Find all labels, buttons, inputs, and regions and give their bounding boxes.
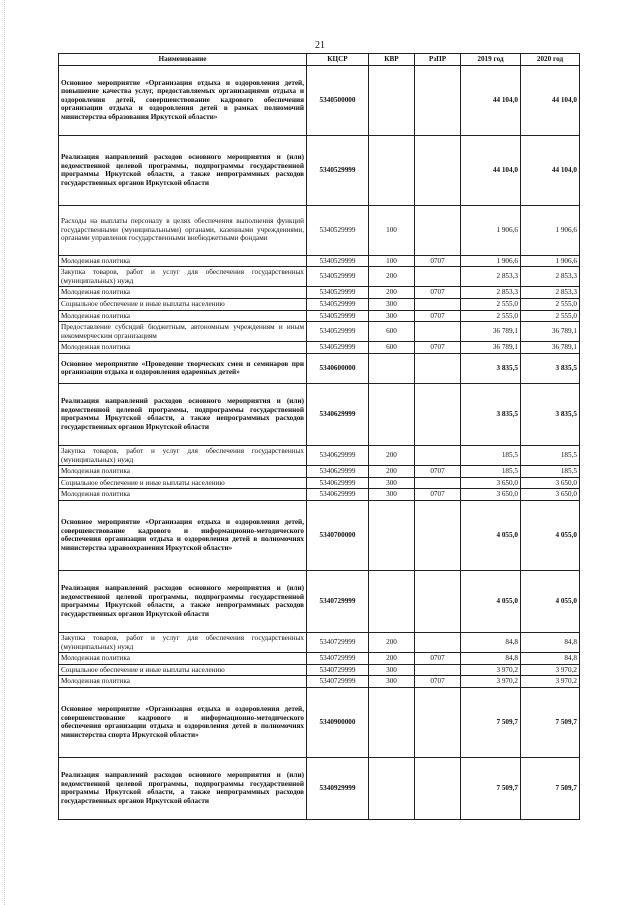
cell-rzpr: 0707 — [415, 489, 461, 501]
cell-2020: 185,5 — [521, 466, 580, 478]
page-number: 21 — [315, 40, 325, 51]
cell-name: Социальное обеспечение и иные выплаты населению — [59, 664, 307, 676]
cell-kcsr: 5340529999 — [307, 205, 369, 255]
cell-rzpr — [415, 757, 461, 819]
cell-kvr: 300 — [369, 489, 415, 501]
cell-name: Реализация направлений расходов основного мероприятия и (или) ведомственной целевой программы, подпрограммы государственной программы Иркутской области, а также непрограммных расходов государственных органов Иркутской области — [59, 135, 307, 205]
cell-kvr: 200 — [369, 653, 415, 665]
cell-2019: 44 104,0 — [461, 65, 521, 135]
cell-2019: 2 555,0 — [461, 298, 521, 310]
cell-kcsr: 5340529999 — [307, 322, 369, 342]
cell-2019: 3 650,0 — [461, 489, 521, 501]
cell-2019: 1 906,6 — [461, 205, 521, 255]
table-row — [59, 267, 580, 287]
table-header-row — [59, 54, 580, 66]
cell-kcsr: 5340529999 — [307, 287, 369, 299]
cell-kcsr: 5340629999 — [307, 445, 369, 465]
cell-2020: 44 104,0 — [521, 135, 580, 205]
cell-rzpr — [415, 267, 461, 287]
cell-2020: 7 509,7 — [521, 687, 580, 757]
table-row — [59, 757, 580, 819]
cell-2020: 1 906,6 — [521, 205, 580, 255]
cell-2020: 84,8 — [521, 632, 580, 652]
cell-rzpr — [415, 500, 461, 570]
table-row — [59, 445, 580, 465]
cell-kvr — [369, 65, 415, 135]
cell-kcsr: 5340900000 — [307, 687, 369, 757]
cell-kcsr: 5340529999 — [307, 267, 369, 287]
cell-2019: 3 650,0 — [461, 477, 521, 489]
table-row — [59, 298, 580, 310]
cell-name: Социальное обеспечение и иные выплаты населению — [59, 298, 307, 310]
cell-kvr: 300 — [369, 310, 415, 322]
cell-rzpr — [415, 383, 461, 445]
cell-2019: 7 509,7 — [461, 687, 521, 757]
cell-2020: 3 650,0 — [521, 477, 580, 489]
table-row — [59, 477, 580, 489]
cell-kvr — [369, 570, 415, 632]
cell-2019: 2 853,3 — [461, 267, 521, 287]
cell-2019: 2 853,3 — [461, 287, 521, 299]
cell-kcsr: 5340729999 — [307, 664, 369, 676]
cell-kvr: 200 — [369, 445, 415, 465]
cell-kvr: 300 — [369, 676, 415, 688]
cell-kvr: 200 — [369, 466, 415, 478]
cell-kvr: 100 — [369, 205, 415, 255]
column-header-rzpr: РзПР — [415, 54, 461, 66]
cell-kcsr: 5340729999 — [307, 632, 369, 652]
column-header-2019: 2019 год — [461, 54, 521, 66]
table-row — [59, 466, 580, 478]
cell-kcsr: 5340729999 — [307, 676, 369, 688]
cell-name: Молодежная политика — [59, 255, 307, 267]
cell-name: Реализация направлений расходов основного мероприятия и (или) ведомственной целевой программы, подпрограммы государственной программы Иркутской области, а также непрограммных расходов государственных органов Иркутской области — [59, 757, 307, 819]
cell-rzpr: 0707 — [415, 287, 461, 299]
column-header-name: Наименование — [59, 54, 307, 66]
cell-2019: 3 835,5 — [461, 353, 521, 383]
column-header-kvr: КВР — [369, 54, 415, 66]
cell-kvr — [369, 757, 415, 819]
cell-rzpr: 0707 — [415, 255, 461, 267]
table-row — [59, 255, 580, 267]
cell-name: Реализация направлений расходов основного мероприятия и (или) ведомственной целевой программы, подпрограммы государственной программы Иркутской области, а также непрограммных расходов государственных органов Иркутской области — [59, 383, 307, 445]
cell-rzpr — [415, 632, 461, 652]
cell-kvr — [369, 383, 415, 445]
column-header-kcsr: КЦСР — [307, 54, 369, 66]
cell-kcsr: 5340629999 — [307, 489, 369, 501]
table-row — [59, 310, 580, 322]
cell-kcsr: 5340529999 — [307, 135, 369, 205]
cell-rzpr — [415, 570, 461, 632]
cell-kcsr: 5340700000 — [307, 500, 369, 570]
table-row — [59, 342, 580, 354]
cell-kvr: 300 — [369, 477, 415, 489]
cell-2020: 4 055,0 — [521, 500, 580, 570]
cell-kcsr: 5340729999 — [307, 570, 369, 632]
cell-kcsr: 5340729999 — [307, 653, 369, 665]
table-body — [59, 65, 580, 819]
cell-name: Социальное обеспечение и иные выплаты населению — [59, 477, 307, 489]
cell-2020: 2 555,0 — [521, 298, 580, 310]
cell-kcsr: 5340600000 — [307, 353, 369, 383]
cell-2020: 4 055,0 — [521, 570, 580, 632]
table-row — [59, 287, 580, 299]
cell-rzpr — [415, 664, 461, 676]
cell-2020: 36 789,1 — [521, 322, 580, 342]
cell-kvr — [369, 687, 415, 757]
cell-kvr: 300 — [369, 298, 415, 310]
cell-rzpr — [415, 322, 461, 342]
cell-kcsr: 5340529999 — [307, 298, 369, 310]
cell-rzpr: 0707 — [415, 342, 461, 354]
cell-2019: 7 509,7 — [461, 757, 521, 819]
cell-name: Молодежная политика — [59, 310, 307, 322]
table-row — [59, 65, 580, 135]
cell-kcsr: 5340629999 — [307, 383, 369, 445]
cell-rzpr — [415, 687, 461, 757]
cell-kvr — [369, 353, 415, 383]
cell-kcsr: 5340529999 — [307, 310, 369, 322]
cell-2019: 84,8 — [461, 632, 521, 652]
cell-kcsr: 5340929999 — [307, 757, 369, 819]
cell-2020: 2 853,3 — [521, 287, 580, 299]
cell-rzpr — [415, 353, 461, 383]
cell-name: Основное мероприятие «Организация отдыха и оздоровления детей, совершенствование кадрового и информационно-методического обеспечения организации отдыха и оздоровления детей в полномочиях министерства здравоохранения Иркутской области» — [59, 500, 307, 570]
cell-2020: 3 970,2 — [521, 664, 580, 676]
cell-rzpr: 0707 — [415, 653, 461, 665]
cell-name: Закупка товаров, работ и услуг для обеспечения государственных (муниципальных) нужд — [59, 267, 307, 287]
cell-name: Закупка товаров, работ и услуг для обеспечения государственных (муниципальных) нужд — [59, 445, 307, 465]
cell-name: Реализация направлений расходов основного мероприятия и (или) ведомственной целевой программы, подпрограммы государственной программы Иркутской области, а также непрограммных расходов государственных органов Иркутской области — [59, 570, 307, 632]
cell-kcsr: 5340529999 — [307, 342, 369, 354]
table-row — [59, 687, 580, 757]
cell-name: Молодежная политика — [59, 489, 307, 501]
table-row — [59, 383, 580, 445]
cell-name: Молодежная политика — [59, 676, 307, 688]
binder-edge — [4, 0, 7, 905]
table-row — [59, 322, 580, 342]
cell-2020: 3 835,5 — [521, 353, 580, 383]
cell-2019: 36 789,1 — [461, 342, 521, 354]
cell-rzpr: 0707 — [415, 676, 461, 688]
cell-name: Предоставление субсидий бюджетным, автономным учреждениям и иным некоммерческим организациям — [59, 322, 307, 342]
cell-name: Расходы на выплаты персоналу в целях обеспечения выполнения функций государственными (муниципальными) органами, казенными учреждениями, органами управления государственными внебюджетными фондами — [59, 205, 307, 255]
table-row — [59, 135, 580, 205]
cell-name: Молодежная политика — [59, 653, 307, 665]
table-row — [59, 205, 580, 255]
cell-rzpr — [415, 135, 461, 205]
cell-kvr: 200 — [369, 632, 415, 652]
cell-rzpr — [415, 65, 461, 135]
cell-kvr: 600 — [369, 322, 415, 342]
table-row — [59, 653, 580, 665]
cell-kcsr: 5340629999 — [307, 466, 369, 478]
cell-2019: 3 835,5 — [461, 383, 521, 445]
cell-kcsr: 5340629999 — [307, 477, 369, 489]
column-header-2020: 2020 год — [521, 54, 580, 66]
table-row — [59, 664, 580, 676]
cell-2020: 2 555,0 — [521, 310, 580, 322]
table-row — [59, 676, 580, 688]
cell-rzpr — [415, 205, 461, 255]
cell-rzpr — [415, 477, 461, 489]
cell-2019: 44 104,0 — [461, 135, 521, 205]
cell-2019: 4 055,0 — [461, 500, 521, 570]
cell-kvr: 200 — [369, 287, 415, 299]
cell-2020: 3 835,5 — [521, 383, 580, 445]
cell-2020: 36 789,1 — [521, 342, 580, 354]
cell-name: Основное мероприятие «Организация отдыха и оздоровления детей, повышение качества услуг, предоставляемых организациями отдыха и оздоровления детей, совершенствование кадрового обеспечения организации отдыха и оздоровления детей в рамках полномочий министерства образования Иркутской области» — [59, 65, 307, 135]
cell-kvr: 100 — [369, 255, 415, 267]
cell-kvr — [369, 135, 415, 205]
cell-kvr: 600 — [369, 342, 415, 354]
cell-kvr: 200 — [369, 267, 415, 287]
cell-kcsr: 5340529999 — [307, 255, 369, 267]
cell-2020: 84,8 — [521, 653, 580, 665]
cell-kcsr: 5340500000 — [307, 65, 369, 135]
cell-2019: 185,5 — [461, 466, 521, 478]
cell-name: Молодежная политика — [59, 287, 307, 299]
cell-rzpr — [415, 298, 461, 310]
cell-rzpr: 0707 — [415, 310, 461, 322]
cell-name: Основное мероприятие «Организация отдыха и оздоровления детей, совершенствование кадрового и информационно-методического обеспечения организации отдыха и оздоровления детей в полномочиях министерства спорта Иркутской области» — [59, 687, 307, 757]
cell-rzpr: 0707 — [415, 466, 461, 478]
cell-2019: 2 555,0 — [461, 310, 521, 322]
table-row — [59, 570, 580, 632]
cell-2019: 4 055,0 — [461, 570, 521, 632]
table-row — [59, 632, 580, 652]
cell-rzpr — [415, 445, 461, 465]
table-row — [59, 353, 580, 383]
cell-kvr — [369, 500, 415, 570]
cell-2020: 7 509,7 — [521, 757, 580, 819]
cell-kvr: 300 — [369, 664, 415, 676]
cell-2020: 3 970,2 — [521, 676, 580, 688]
cell-2020: 2 853,3 — [521, 267, 580, 287]
table-row — [59, 500, 580, 570]
cell-2019: 185,5 — [461, 445, 521, 465]
cell-2019: 84,8 — [461, 653, 521, 665]
cell-2019: 36 789,1 — [461, 322, 521, 342]
budget-table — [58, 53, 580, 820]
cell-name: Закупка товаров, работ и услуг для обеспечения государственных (муниципальных) нужд — [59, 632, 307, 652]
cell-2019: 3 970,2 — [461, 664, 521, 676]
cell-2020: 44 104,0 — [521, 65, 580, 135]
cell-2019: 1 906,6 — [461, 255, 521, 267]
cell-2019: 3 970,2 — [461, 676, 521, 688]
cell-2020: 3 650,0 — [521, 489, 580, 501]
cell-name: Молодежная политика — [59, 342, 307, 354]
table-row — [59, 489, 580, 501]
cell-name: Молодежная политика — [59, 466, 307, 478]
cell-2020: 185,5 — [521, 445, 580, 465]
cell-name: Основное мероприятие «Проведение творческих смен и семинаров при организации отдыха и оздоровления одаренных детей» — [59, 353, 307, 383]
cell-2020: 1 906,6 — [521, 255, 580, 267]
